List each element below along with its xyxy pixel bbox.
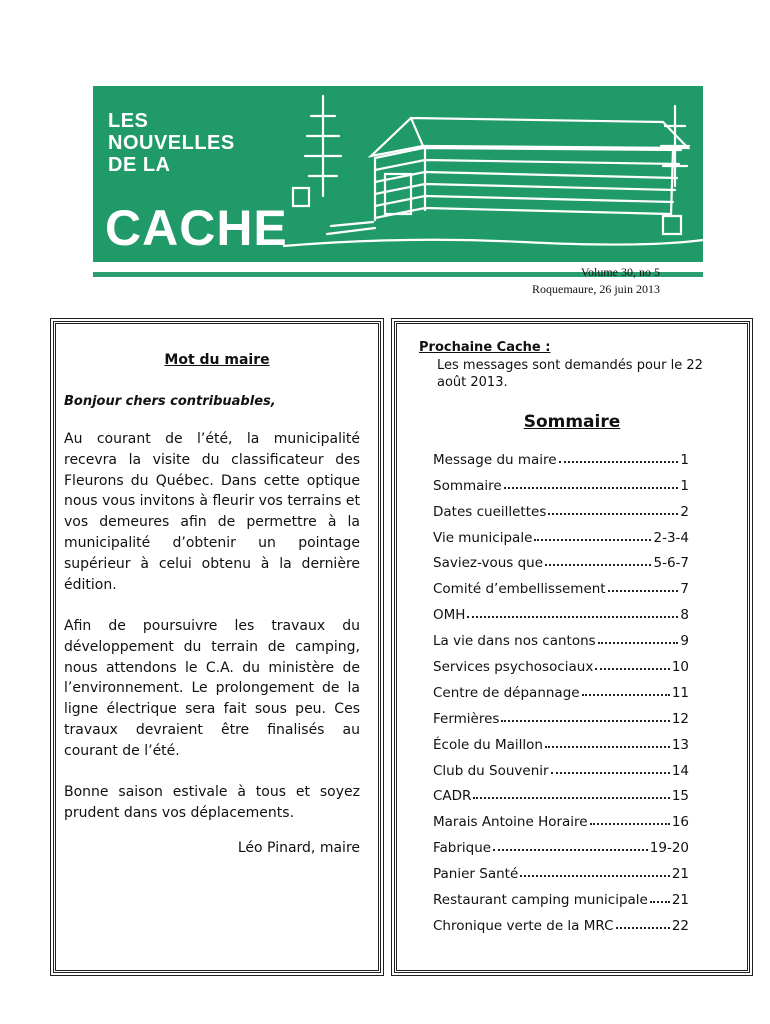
toc-item bbox=[433, 830, 689, 856]
toc-leader-dots bbox=[501, 720, 669, 722]
toc-item-label: Saviez-vous que bbox=[433, 555, 544, 572]
toc-item bbox=[433, 442, 689, 468]
masthead-line2: NOUVELLES bbox=[108, 132, 235, 154]
toc-item-label: Fabrique bbox=[433, 840, 492, 857]
toc-leader-dots bbox=[467, 616, 678, 618]
toc-item-page: 2-3-4 bbox=[653, 529, 689, 546]
toc-item-label: CADR bbox=[433, 788, 472, 805]
toc-item bbox=[433, 753, 689, 779]
sommaire-box bbox=[394, 321, 750, 973]
toc-item-label: Centre de dépannage bbox=[433, 684, 580, 701]
toc-leader-dots bbox=[598, 642, 679, 644]
toc-item bbox=[433, 546, 689, 572]
toc-item-page: 1 bbox=[680, 477, 689, 494]
toc-item-label: OMH bbox=[433, 607, 466, 624]
toc-item-label: Message du maire bbox=[433, 451, 557, 468]
toc-leader-dots bbox=[548, 513, 678, 515]
toc-item-page: 1 bbox=[680, 451, 689, 468]
toc-item-label: Panier Santé bbox=[433, 866, 519, 883]
issue-date: Roquemaure, 26 juin 2013 bbox=[532, 282, 660, 296]
toc-leader-dots bbox=[520, 875, 670, 877]
toc-item-label: École du Maillon bbox=[433, 736, 543, 753]
toc-item-label: Club du Souvenir bbox=[433, 762, 549, 779]
paragraph-camping: Afin de poursuivre les travaux du développement du terrain de camping, nous attendons le C.A. du ministère de l’environnement. Le prolongement de la ligne électrique sera fait sous peu. Ces travaux devraient être finalisés au courant de l’été. bbox=[64, 618, 360, 759]
toc-item-page: 22 bbox=[671, 917, 689, 934]
toc-leader-dots bbox=[595, 668, 669, 670]
sommaire-title: Sommaire bbox=[523, 412, 621, 432]
signature: Léo Pinard, maire bbox=[237, 840, 360, 856]
toc-item bbox=[433, 856, 689, 882]
table-of-contents bbox=[433, 442, 689, 934]
prochaine-cache-title: Prochaine Cache : bbox=[419, 340, 551, 355]
toc-item-page: 11 bbox=[671, 684, 689, 701]
mot-du-maire-title: Mot du maire bbox=[164, 352, 270, 368]
paragraph-closing: Bonne saison estivale à tous et soyez prudent dans vos déplacements. bbox=[64, 784, 360, 821]
toc-item bbox=[433, 701, 689, 727]
toc-item-page: 19-20 bbox=[649, 840, 689, 857]
mot-du-maire-box bbox=[53, 321, 381, 973]
toc-item bbox=[433, 882, 689, 908]
toc-item-page: 21 bbox=[671, 892, 689, 909]
masthead-line3: DE LA bbox=[108, 154, 171, 176]
toc-leader-dots bbox=[493, 849, 648, 851]
toc-leader-dots bbox=[473, 797, 669, 799]
toc-item bbox=[433, 623, 689, 649]
toc-leader-dots bbox=[545, 746, 670, 748]
toc-item-page: 13 bbox=[671, 736, 689, 753]
issue-volume: Volume 30, no 5 bbox=[580, 265, 660, 279]
toc-item-label: Fermières bbox=[433, 710, 500, 727]
toc-item-label: Vie municipale bbox=[433, 529, 533, 546]
masthead-line1: LES bbox=[108, 110, 149, 132]
masthead-name: CACHE bbox=[105, 200, 288, 256]
greeting: Bonjour chers contribuables, bbox=[64, 394, 276, 409]
toc-item-label: Dates cueillettes bbox=[433, 503, 547, 520]
toc-item-label: Restaurant camping municipale bbox=[433, 892, 648, 909]
toc-item bbox=[433, 649, 689, 675]
toc-item-page: 7 bbox=[680, 581, 689, 598]
toc-item bbox=[433, 597, 689, 623]
toc-item-page: 21 bbox=[671, 866, 689, 883]
toc-item-label: Comité d’embellissement bbox=[433, 581, 606, 598]
toc-item-page: 12 bbox=[671, 710, 689, 727]
toc-item-label: Services psychosociaux bbox=[433, 659, 594, 676]
prochaine-cache-text: Les messages sont demandés pour le 22 août 2013. bbox=[437, 358, 703, 390]
toc-leader-dots bbox=[608, 590, 679, 592]
toc-item-page: 14 bbox=[671, 762, 689, 779]
toc-item bbox=[433, 727, 689, 753]
toc-item bbox=[433, 520, 689, 546]
paragraph-fleurons: Au courant de l’été, la municipalité recevra la visite du classificateur des Fleurons du Québec. Dans cette optique nous vous invitons à fleurir vos terrains et vos demeures afin de permettre à la municipalité d’obtenir un pointage supérieur à celui obtenu à la dernière édition. bbox=[64, 431, 360, 593]
toc-item bbox=[433, 468, 689, 494]
toc-leader-dots bbox=[551, 772, 670, 774]
toc-item-label: Marais Antoine Horaire bbox=[433, 814, 588, 831]
toc-leader-dots bbox=[616, 927, 670, 929]
toc-item-label: Chronique verte de la MRC bbox=[433, 917, 614, 934]
toc-item bbox=[433, 804, 689, 830]
toc-leader-dots bbox=[534, 539, 651, 541]
toc-leader-dots bbox=[582, 694, 670, 696]
masthead-title bbox=[108, 110, 235, 176]
toc-item bbox=[433, 571, 689, 597]
toc-leader-dots bbox=[650, 901, 670, 903]
toc-item-page: 5-6-7 bbox=[653, 555, 689, 572]
toc-item-page: 9 bbox=[680, 633, 689, 650]
toc-leader-dots bbox=[590, 823, 670, 825]
toc-item-page: 8 bbox=[680, 607, 689, 624]
masthead-banner bbox=[93, 86, 703, 262]
toc-item bbox=[433, 675, 689, 701]
toc-item-label: Sommaire bbox=[433, 477, 502, 494]
log-cabin-illustration bbox=[283, 86, 703, 262]
toc-leader-dots bbox=[504, 487, 679, 489]
toc-item bbox=[433, 779, 689, 805]
toc-item bbox=[433, 908, 689, 934]
toc-item bbox=[433, 494, 689, 520]
toc-item-page: 16 bbox=[671, 814, 689, 831]
toc-item-page: 2 bbox=[680, 503, 689, 520]
toc-item-page: 10 bbox=[671, 659, 689, 676]
toc-item-label: La vie dans nos cantons bbox=[433, 633, 596, 650]
toc-leader-dots bbox=[559, 461, 679, 463]
toc-item-page: 15 bbox=[671, 788, 689, 805]
toc-leader-dots bbox=[545, 564, 651, 566]
